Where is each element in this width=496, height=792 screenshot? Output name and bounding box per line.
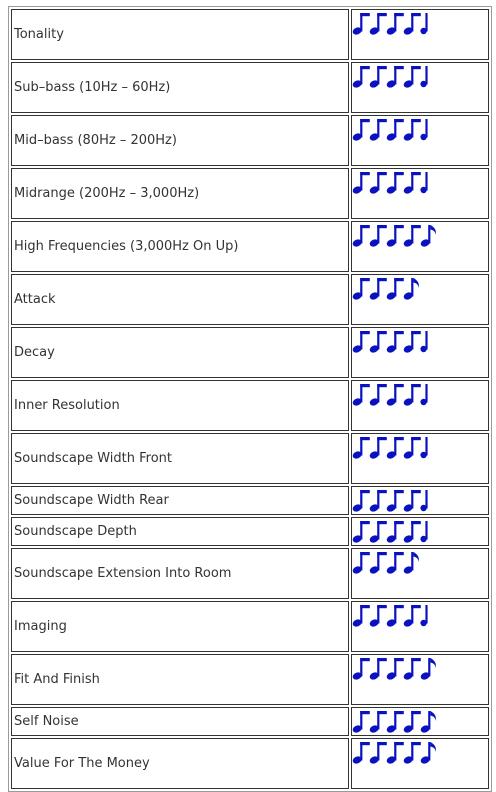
full-note-icon	[403, 605, 421, 628]
half-note-icon	[420, 119, 427, 140]
full-note-icon	[352, 490, 370, 513]
rating-row-decay	[11, 327, 489, 378]
full-note-icon	[403, 384, 421, 407]
rating-label: Fit And Finish	[11, 654, 349, 705]
full-note-icon	[352, 278, 370, 301]
full-note-icon	[403, 437, 421, 460]
full-note-icon	[386, 66, 404, 89]
rating-notes	[351, 517, 489, 546]
full-note-icon	[386, 172, 404, 195]
half-note-icon	[420, 521, 427, 542]
full-note-icon	[403, 278, 419, 301]
full-note-icon	[352, 742, 370, 765]
full-note-icon	[403, 225, 421, 248]
half-note-icon	[420, 66, 427, 87]
music-notes-icon	[352, 170, 488, 196]
rating-notes	[351, 433, 489, 484]
music-notes-icon	[352, 656, 488, 682]
rating-row-tonality	[11, 9, 489, 60]
half-note-icon	[420, 331, 427, 352]
full-note-icon	[386, 521, 404, 544]
rating-label: Decay	[11, 327, 349, 378]
rating-notes	[351, 115, 489, 166]
full-note-icon	[386, 490, 404, 513]
full-note-icon	[369, 490, 387, 513]
rating-label: Soundscape Width Front	[11, 433, 349, 484]
rating-row-self-noise	[11, 707, 489, 736]
music-notes-icon	[352, 488, 488, 514]
full-note-icon	[386, 384, 404, 407]
rating-notes	[351, 274, 489, 325]
full-note-icon	[369, 278, 387, 301]
rating-notes	[351, 486, 489, 515]
music-notes-icon	[352, 329, 488, 355]
rating-label: Self Noise	[11, 707, 349, 736]
full-note-icon	[369, 437, 387, 460]
rating-notes	[351, 548, 489, 599]
full-note-icon	[386, 278, 404, 301]
full-note-icon	[352, 66, 370, 89]
full-note-icon	[369, 331, 387, 354]
half-note-icon	[420, 437, 427, 458]
music-notes-icon	[352, 550, 488, 576]
music-notes-icon	[352, 117, 488, 143]
full-note-icon	[352, 711, 370, 734]
full-note-icon	[386, 225, 404, 248]
full-note-icon	[352, 552, 370, 575]
full-note-icon	[403, 521, 421, 544]
full-note-icon	[369, 521, 387, 544]
rating-row-high-frequencies	[11, 221, 489, 272]
full-note-icon	[369, 13, 387, 36]
full-note-icon	[352, 13, 370, 36]
full-note-icon	[369, 172, 387, 195]
rating-label: Sub–bass (10Hz – 60Hz)	[11, 62, 349, 113]
music-notes-icon	[352, 223, 488, 249]
rating-notes	[351, 168, 489, 219]
full-note-icon	[386, 742, 404, 765]
rating-notes	[351, 9, 489, 60]
rating-row-soundscape-width-front	[11, 433, 489, 484]
rating-notes	[351, 601, 489, 652]
full-note-icon	[403, 711, 421, 734]
music-notes-icon	[352, 64, 488, 90]
full-note-icon	[386, 13, 404, 36]
rating-label: Mid–bass (80Hz – 200Hz)	[11, 115, 349, 166]
full-note-icon	[369, 66, 387, 89]
full-note-icon	[369, 742, 387, 765]
rating-label: Inner Resolution	[11, 380, 349, 431]
half-note-icon	[420, 490, 427, 511]
rating-notes	[351, 62, 489, 113]
rating-label: Midrange (200Hz – 3,000Hz)	[11, 168, 349, 219]
full-note-icon	[403, 490, 421, 513]
rating-row-inner-resolution	[11, 380, 489, 431]
music-notes-icon	[352, 435, 488, 461]
rating-notes	[351, 327, 489, 378]
rating-label: Imaging	[11, 601, 349, 652]
rating-row-mid-bass	[11, 115, 489, 166]
music-notes-icon	[352, 519, 488, 545]
rating-row-soundscape-width-rear	[11, 486, 489, 515]
rating-row-attack	[11, 274, 489, 325]
full-note-icon	[403, 13, 421, 36]
full-note-icon	[386, 437, 404, 460]
full-note-icon	[369, 552, 387, 575]
rating-label: Soundscape Extension Into Room	[11, 548, 349, 599]
rating-label: Value For The Money	[11, 738, 349, 789]
music-notes-icon	[352, 382, 488, 408]
rating-row-fit-and-finish	[11, 654, 489, 705]
half-note-icon	[420, 605, 427, 626]
full-note-icon	[386, 711, 404, 734]
full-note-icon	[420, 742, 436, 765]
full-note-icon	[403, 119, 421, 142]
rating-row-value-for-money	[11, 738, 489, 789]
rating-notes	[351, 707, 489, 736]
rating-row-imaging	[11, 601, 489, 652]
full-note-icon	[420, 225, 436, 248]
music-notes-icon	[352, 709, 488, 735]
rating-row-sub-bass	[11, 62, 489, 113]
half-note-icon	[420, 384, 427, 405]
full-note-icon	[403, 552, 419, 575]
full-note-icon	[386, 119, 404, 142]
full-note-icon	[369, 384, 387, 407]
rating-label: Tonality	[11, 9, 349, 60]
full-note-icon	[386, 658, 404, 681]
full-note-icon	[352, 437, 370, 460]
full-note-icon	[352, 384, 370, 407]
half-note-icon	[420, 13, 427, 34]
rating-label: Soundscape Depth	[11, 517, 349, 546]
rating-row-midrange	[11, 168, 489, 219]
full-note-icon	[403, 331, 421, 354]
full-note-icon	[352, 331, 370, 354]
full-note-icon	[403, 658, 421, 681]
full-note-icon	[403, 66, 421, 89]
music-notes-icon	[352, 276, 488, 302]
music-notes-icon	[352, 603, 488, 629]
full-note-icon	[403, 742, 421, 765]
full-note-icon	[369, 605, 387, 628]
full-note-icon	[352, 119, 370, 142]
rating-label: High Frequencies (3,000Hz On Up)	[11, 221, 349, 272]
rating-notes	[351, 738, 489, 789]
full-note-icon	[420, 658, 436, 681]
rating-label: Attack	[11, 274, 349, 325]
ratings-table	[8, 6, 492, 792]
full-note-icon	[352, 658, 370, 681]
full-note-icon	[352, 172, 370, 195]
full-note-icon	[386, 605, 404, 628]
music-notes-icon	[352, 740, 488, 766]
full-note-icon	[352, 521, 370, 544]
rating-row-soundscape-depth	[11, 517, 489, 546]
full-note-icon	[420, 711, 436, 734]
rating-notes	[351, 380, 489, 431]
music-notes-icon	[352, 11, 488, 37]
rating-notes	[351, 654, 489, 705]
full-note-icon	[386, 331, 404, 354]
full-note-icon	[369, 658, 387, 681]
full-note-icon	[369, 711, 387, 734]
rating-notes	[351, 221, 489, 272]
full-note-icon	[403, 172, 421, 195]
half-note-icon	[420, 172, 427, 193]
rating-row-soundscape-extension	[11, 548, 489, 599]
full-note-icon	[352, 605, 370, 628]
full-note-icon	[352, 225, 370, 248]
full-note-icon	[369, 225, 387, 248]
full-note-icon	[386, 552, 404, 575]
rating-label: Soundscape Width Rear	[11, 486, 349, 515]
full-note-icon	[369, 119, 387, 142]
